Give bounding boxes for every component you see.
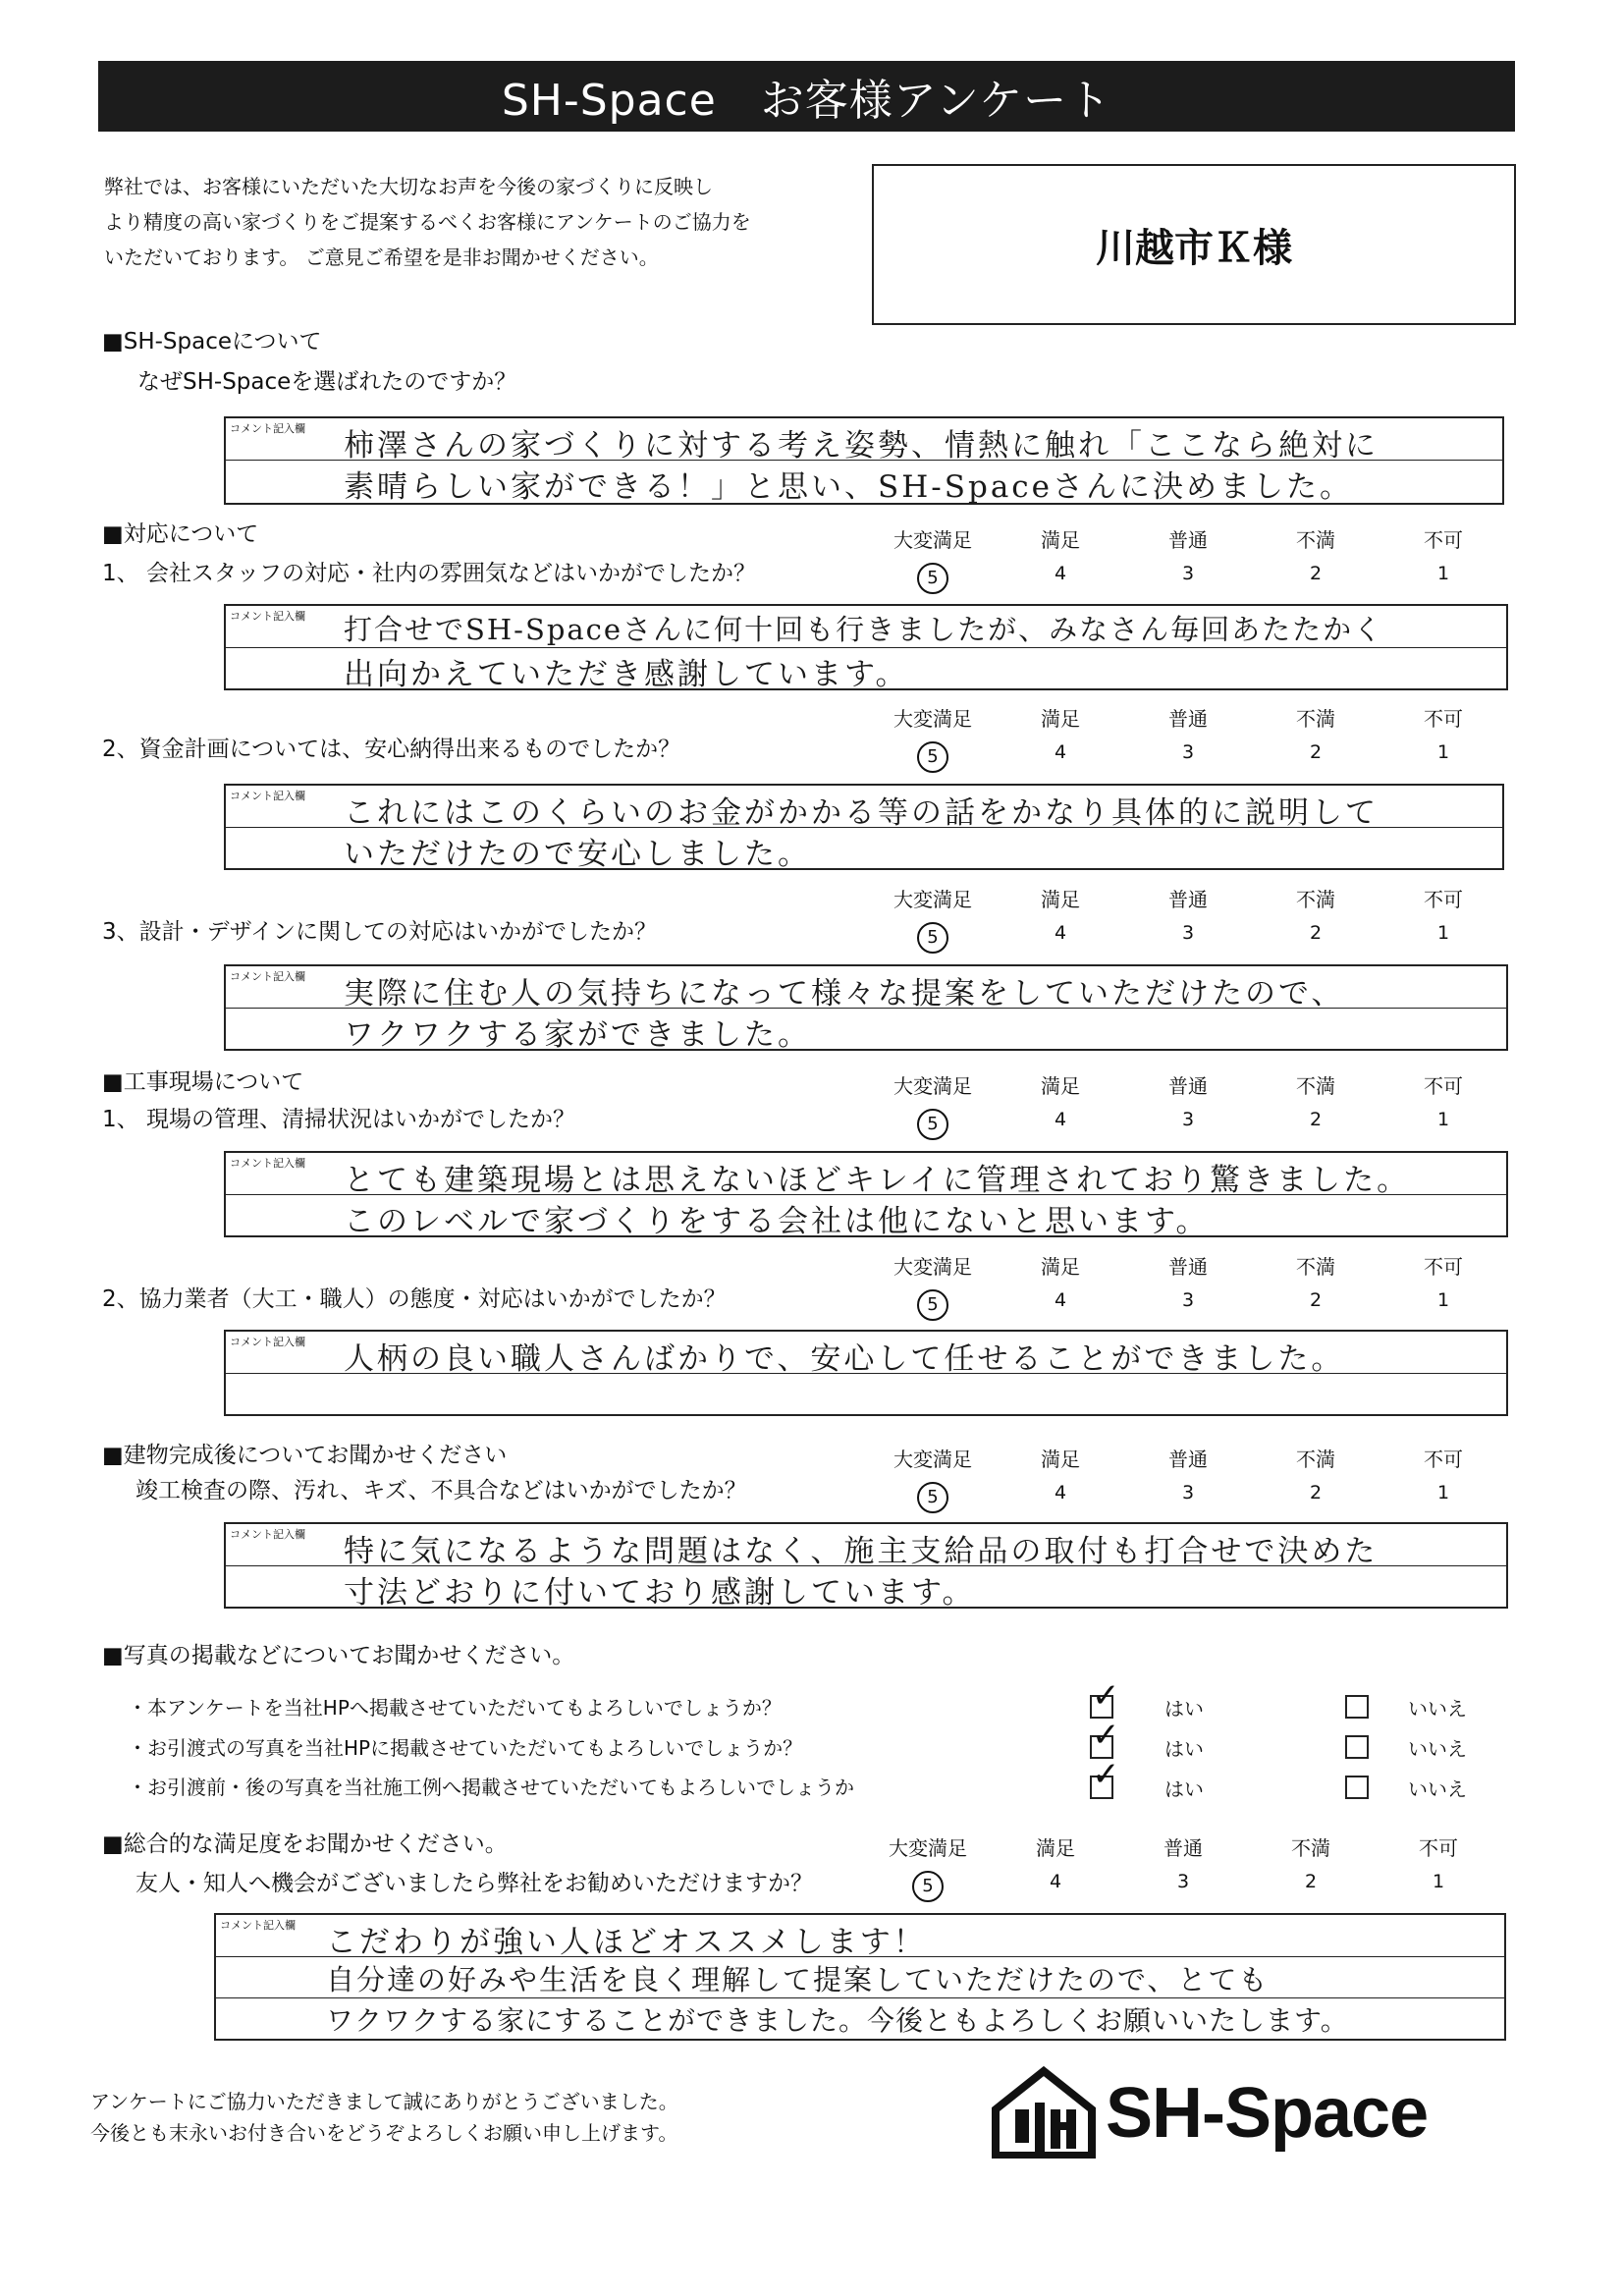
scale-normal: 普通 3: [1168, 528, 1208, 584]
answer-line: 自分達の好みや生活を良く理解して提案していただけたので、とても: [326, 1963, 1270, 1996]
photo-question-3: ・お引渡前・後の写真を当社施工例へ掲載させていただいてもよろしいでしょうか: [128, 1776, 854, 1799]
photo-question-2: ・お引渡式の写真を当社HPに掲載させていただいてもよろしいでしょうか？: [128, 1736, 803, 1760]
answer-line: 柿澤さんの家づくりに対する考え姿勢、情熱に触れ「ここなら絶対に: [344, 428, 1379, 464]
comment-box-q5: コメント記入欄 人柄の良い職人さんばかりで、安心して任せることができました。: [224, 1330, 1508, 1416]
customer-name: 川越市Ｋ様: [1096, 225, 1292, 271]
company-logo: [990, 2065, 1500, 2159]
selected-rating-circle: 5: [917, 563, 948, 594]
yes-label: はい: [1164, 1737, 1204, 1761]
question-6: 竣工検査の際、汚れ、キズ、不具合などはいかがでしたか？: [135, 1478, 747, 1503]
customer-name-box: [872, 164, 1516, 325]
answer-line: 寸法どおりに付いており感謝しています。: [344, 1575, 976, 1611]
scale-satisfied: 満足 4: [1041, 528, 1080, 584]
checkbox-no-2[interactable]: [1345, 1735, 1369, 1759]
selected-rating-circle: 5: [917, 1289, 948, 1321]
comment-box-q3: コメント記入欄 実際に住む人の気持ちになって様々な提案をしていただけたので、 ワクワクする家ができました。: [224, 964, 1508, 1051]
answer-line: いただけたので安心しました。: [344, 837, 811, 872]
section-heading-overall: ■総合的な満足度をお聞かせください。: [102, 1831, 508, 1857]
section-heading-about: ■SH-Spaceについて: [102, 329, 322, 355]
section-heading-after: ■建物完成後についてお聞かせください: [102, 1443, 508, 1468]
no-label: いいえ: [1408, 1777, 1467, 1801]
selected-rating-circle: 5: [917, 741, 948, 773]
comment-box-q7: コメント記入欄 こだわりが強い人ほどオススメします！ 自分達の好みや生活を良く理解して提案していただけたので、とても ワクワクする家にすることができました。今後ともよろしくお願いいたします。: [214, 1913, 1506, 2041]
answer-line: とても建築現場とは思えないほどキレイに管理されており驚きました。: [344, 1163, 1411, 1198]
intro-line: 弊社では、お客様にいただいた大切なお声を今後の家づくりに反映し: [104, 175, 713, 198]
comment-box-q2: コメント記入欄 これにはこのくらいのお金がかかる等の話をかなり具体的に説明して いただけたので安心しました。: [224, 784, 1504, 870]
rating-scale-q4: 大変満足 5 満足 4 普通 3 不満 2 不可 1: [879, 1070, 1497, 1140]
question-4: 1、 現場の管理、清掃状況はいかがでしたか？: [102, 1107, 575, 1132]
checkmark-icon: ✓: [1092, 1676, 1120, 1716]
no-label: いいえ: [1408, 1697, 1467, 1721]
section-heading-site: ■工事現場について: [102, 1069, 304, 1095]
intro-line: いただいております。 ご意見ご希望を是非お聞かせください。: [104, 246, 659, 269]
intro-text: [104, 169, 850, 275]
answer-line: 実際に住む人の気持ちになって様々な提案をしていただけたので、: [344, 976, 1345, 1011]
yes-label: はい: [1164, 1777, 1204, 1801]
intro-line: より精度の高い家づくりをご提案するべくお客様にアンケートのご協力を: [104, 210, 751, 234]
question-about: なぜSH-Spaceを選ばれたのですか？: [137, 369, 517, 395]
answer-line: 出向かえていただき感謝しています。: [344, 657, 909, 692]
answer-line: これにはこのくらいのお金がかかる等の話をかなり具体的に説明して: [344, 795, 1379, 831]
comment-box-q4: コメント記入欄 とても建築現場とは思えないほどキレイに管理されており驚きました。 このレベルで家づくりをする会社は他にないと思います。: [224, 1151, 1508, 1237]
rating-scale-q5: 大変満足 5 満足 4 普通 3 不満 2 不可 1: [879, 1251, 1497, 1321]
rating-scale-q1: [879, 524, 1497, 594]
answer-line: ワクワクする家にすることができました。今後ともよろしくお願いいたします。: [326, 2004, 1349, 2037]
rating-scale-q7: 大変満足 5 満足 4 普通 3 不満 2 不可 1: [874, 1832, 1492, 1902]
house-logo-icon: [990, 2065, 1098, 2159]
question-3: 3、設計・デザインに関しての対応はいかがでしたか？: [102, 919, 658, 945]
section-heading-photos: ■写真の掲載などについてお聞かせください。: [102, 1643, 575, 1668]
answer-line: 人柄の良い職人さんばかりで、安心して任せることができました。: [344, 1341, 1345, 1377]
selected-rating-circle: 5: [917, 1482, 948, 1513]
rating-scale-q6: 大変満足 5 満足 4 普通 3 不満 2 不可 1: [879, 1444, 1497, 1513]
question-5: 2、協力業者（大工・職人）の態度・対応はいかがでしたか？: [102, 1286, 727, 1312]
selected-rating-circle: 5: [912, 1871, 944, 1902]
no-label: いいえ: [1408, 1737, 1467, 1761]
scale-very-satisfied: 大変満足 5: [879, 524, 987, 594]
logo-text: SH-Space: [1106, 2074, 1429, 2153]
section-heading-response: ■対応について: [102, 521, 259, 547]
selected-rating-circle: 5: [917, 1109, 948, 1140]
comment-box-q1: コメント記入欄 打合せでSH-Spaceさんに何十回も行きましたが、みなさん毎回あたたかく 出向かえていただき感謝しています。: [224, 604, 1508, 690]
footer-thanks: アンケートにご協力いただきまして誠にありがとうございました。 今後とも末永いお付き合いをどうぞよろしくお願い申し上げます。: [90, 2090, 678, 2145]
survey-title: SH-Space お客様アンケート: [98, 61, 1515, 132]
rating-scale-q2: 大変満足 5 満足 4 普通 3 不満 2 不可 1: [879, 703, 1497, 773]
answer-line: このレベルで家づくりをする会社は他にないと思います。: [344, 1204, 1210, 1239]
answer-line: 特に気になるような問題はなく、施主支給品の取付も打合せで決めた: [344, 1534, 1379, 1569]
checkmark-icon: ✓: [1092, 1716, 1120, 1755]
photo-question-1: ・本アンケートを当社HPへ掲載させていただいてもよろしいでしょうか？: [128, 1696, 782, 1720]
answer-line: 打合せでSH-Spaceさんに何十回も行きましたが、みなさん毎回あたたかく: [344, 613, 1384, 646]
comment-box-about: [224, 416, 1504, 505]
checkbox-no-3[interactable]: [1345, 1776, 1369, 1799]
comment-box-q6: コメント記入欄 特に気になるような問題はなく、施主支給品の取付も打合せで決めた 寸法どおりに付いており感謝しています。: [224, 1522, 1508, 1609]
yes-label: はい: [1164, 1697, 1204, 1721]
comment-label: コメント記入欄: [230, 422, 305, 435]
answer-line: ワクワクする家ができました。: [344, 1017, 811, 1053]
checkbox-no-1[interactable]: [1345, 1695, 1369, 1719]
checkmark-icon: ✓: [1092, 1755, 1120, 1794]
selected-rating-circle: 5: [917, 922, 948, 954]
question-2: 2、資金計画については、安心納得出来るものでしたか？: [102, 737, 681, 762]
rating-scale-q3: 大変満足 5 満足 4 普通 3 不満 2 不可 1: [879, 884, 1497, 954]
scale-unacceptable: 不可 1: [1424, 528, 1463, 584]
question-1: 1、 会社スタッフの対応・社内の雰囲気などはいかがでしたか？: [102, 561, 756, 586]
question-7: 友人・知人へ機会がございましたら弊社をお勧めいただけますか？: [135, 1871, 813, 1896]
scale-dissatisfied: 不満 2: [1296, 528, 1335, 584]
answer-line: こだわりが強い人ほどオススメします！: [326, 1925, 927, 1960]
answer-line: 素晴らしい家ができる！」と思い、SH-Spaceさんに決めました。: [344, 469, 1354, 505]
